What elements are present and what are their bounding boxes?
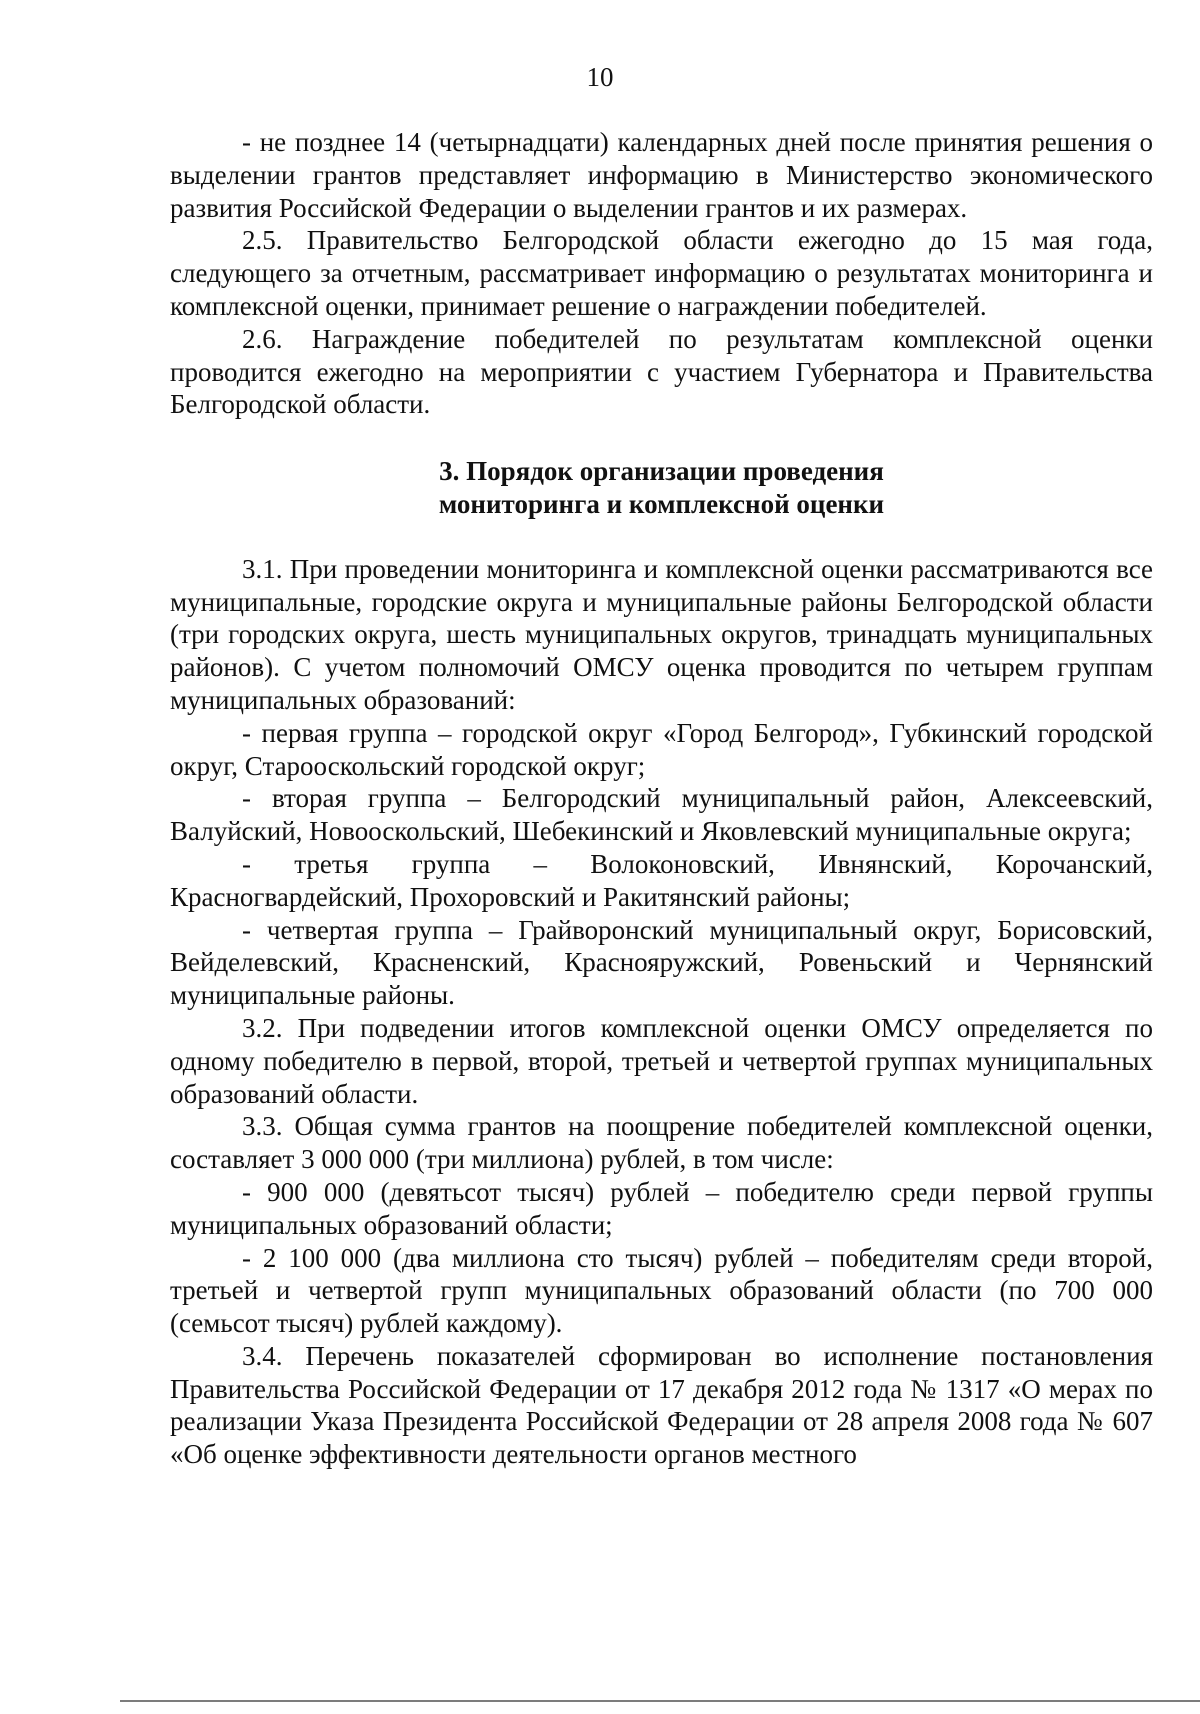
scan-artifact-line (120, 1700, 1200, 1702)
paragraph-grant-other-groups: - 2 100 000 (два миллиона сто тысяч) рублей – победителям среди второй, третьей и четвертой групп муниципальных образований области (по 700 000 (семьсот тысяч) рублей каждому). (170, 1242, 1153, 1339)
section-heading-line-2: мониторинга и комплексной оценки (438, 488, 885, 519)
page-number: 10 (586, 62, 614, 92)
paragraph-3-3: 3.3. Общая сумма грантов на поощрение победителей комплексной оценки, составляет 3 000 000 (три миллиона) рублей, в том числе: (170, 1111, 1153, 1175)
paragraph-3-4: 3.4. Перечень показателей сформирован во исполнение постановления Правительства Российской Федерации от 17 декабря 2012 года № 1317 «О мерах по реализации Указа Президента Российской Федерации от 28 апреля 2008 года № 607 «Об оценке эффективности деятельности органов местного (170, 1340, 1153, 1470)
paragraph-group-1: - первая группа – городской округ «Город Белгород», Губкинский городской округ, Старооскольский городской округ; (170, 717, 1153, 781)
paragraph-group-2: - вторая группа – Белгородский муниципальный район, Алексеевский, Валуйский, Новооскольский, Шебекинский и Яковлевский муниципальные округа; (170, 783, 1153, 847)
section-3-heading (170, 455, 1153, 521)
document-body (170, 126, 1153, 1471)
paragraph-group-4: - четвертая группа – Грайворонский муниципальный округ, Борисовский, Вейделевский, Красненский, Краснояружский, Ровеньский и Чернянский муниципальные районы. (170, 914, 1153, 1011)
paragraph-group-3: - третья группа – Волоконовский, Ивнянский, Корочанский, Красногвардейский, Прохоровский и Ракитянский районы; (170, 848, 1153, 912)
paragraph-3-2: 3.2. При подведении итогов комплексной оценки ОМСУ определяется по одному победителю в первой, второй, третьей и четвертой группах муниципальных образований области. (170, 1012, 1153, 1109)
paragraph-grant-first-group: - 900 000 (девятьсот тысяч) рублей – победителю среди первой группы муниципальных образований области; (170, 1176, 1153, 1240)
paragraph-2-5: 2.5. Правительство Белгородской области ежегодно до 15 мая года, следующего за отчетным, рассматривает информацию о результатах мониторинга и комплексной оценки, принимает решение о награждении победителей. (170, 225, 1153, 321)
paragraph-2-6: 2.6. Награждение победителей по результатам комплексной оценки проводится ежегодно на мероприятии с участием Губернатора и Правительства Белгородской области. (170, 323, 1153, 420)
paragraph-deadline-14-days: - не позднее 14 (четырнадцати) календарных дней после принятия решения о выделении грантов представляет информацию в Министерство экономического развития Российской Федерации о выделении грантов и их размерах. (170, 127, 1153, 223)
paragraph-3-1: 3.1. При проведении мониторинга и комплексной оценки рассматриваются все муниципальные, городские округа и муниципальные районы Белгородской области (три городских округа, шесть муниципальных округов, тринадцать муниципальных районов). С учетом полномочий ОМСУ оценка проводится по четырем группам муниципальных образований: (170, 553, 1153, 715)
section-heading-line-1: 3. Порядок организации проведения (439, 456, 884, 487)
